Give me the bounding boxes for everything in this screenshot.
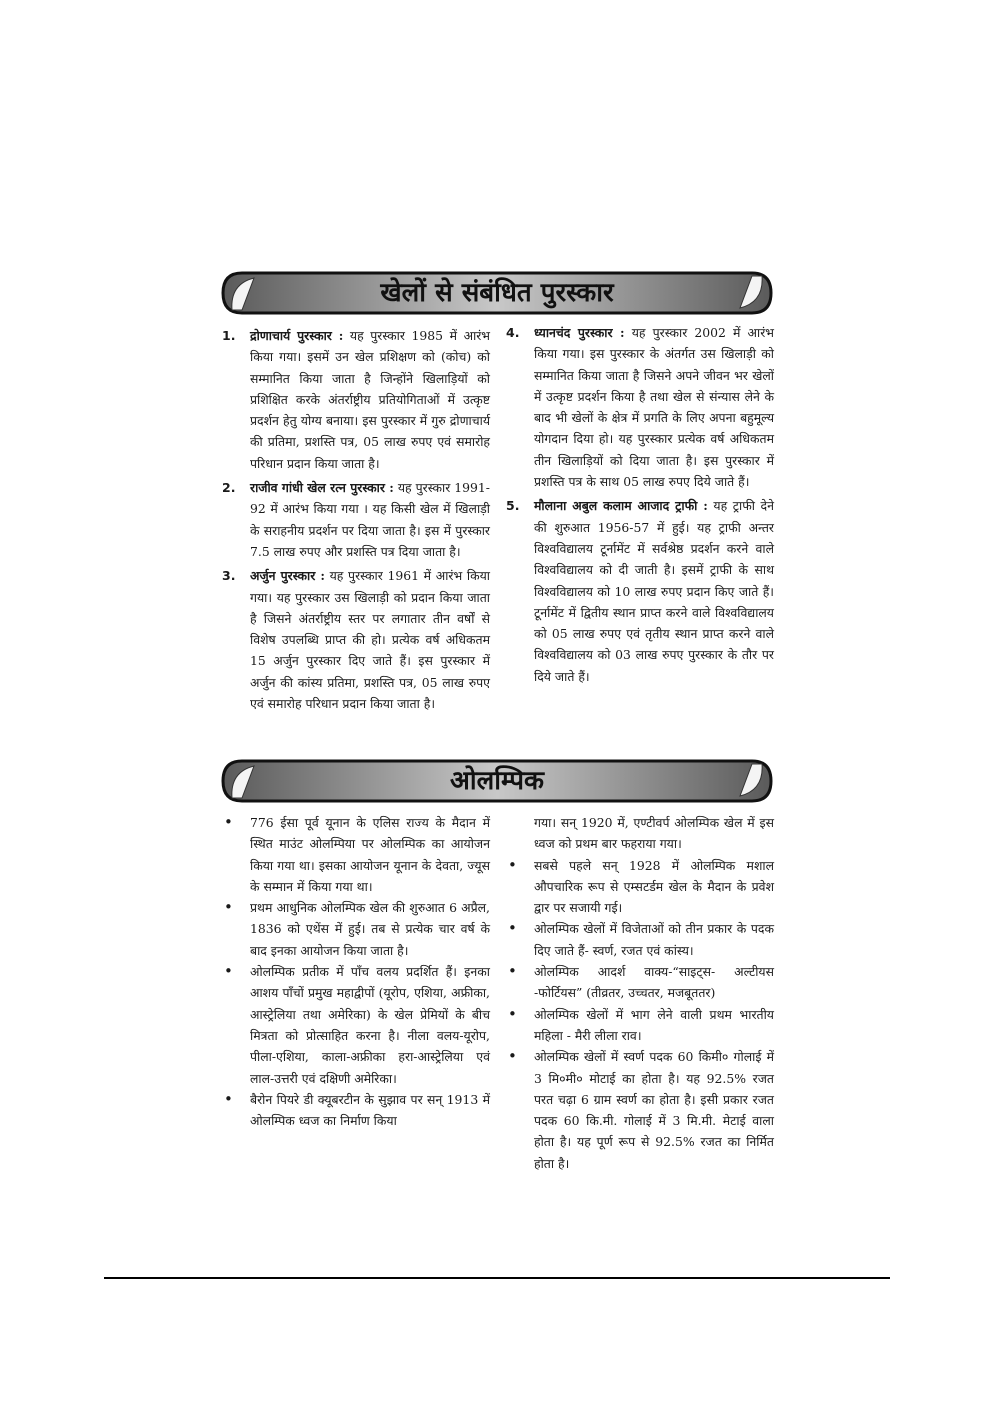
list-item-text: ओलम्पिक प्रतीक में पाँच वलय प्रदर्शित हैं। इनका आशय पाँचों प्रमुख महाद्वीपों (यूरोप, एशिया, अफ्रीका, आस्ट्रेलिया तथा अमेरिका) के खेल प्रेमियों के बीच मित्रता को प्रोत्साहित करना है। नीला वलय-यूरोप, पीला-एशिया, काला-अफ्रीका हरा-आस्ट्रेलिया एवं लाल-उत्तरी एवं दक्षिणी अमेरिका। <box>250 964 490 1086</box>
bullet-icon: • <box>224 898 233 917</box>
award-name: मौलाना अबुल कलाम आजाद ट्राफी : <box>534 498 708 514</box>
award-description: यह पुरस्कार 1991-92 में आरंभ किया गया । यह किसी खेल में खिलाड़ी के सराहनीय प्रदर्शन पर दिया जाता है। इस में पुरस्कार 7.5 लाख रुपए और प्रशस्ति पत्र दिया जाता है। <box>250 480 490 559</box>
bullet-icon: • <box>224 1089 233 1108</box>
list-item <box>506 1004 774 1047</box>
section-title: ओलम्पिक <box>450 766 544 796</box>
award-item-maka-trophy <box>506 495 774 687</box>
award-name: अर्जुन पुरस्कार : <box>250 568 325 584</box>
list-item-text: प्रथम आधुनिक ओलम्पिक खेल की शुरुआत 6 अप्रैल, 1836 को एथेंस में हुई। तब से प्रत्येक चार वर्ष के बाद इनका आयोजन किया जाता है। <box>250 900 490 958</box>
award-item-khel-ratna <box>222 477 490 562</box>
item-number: 5. <box>506 498 520 514</box>
bullet-icon: • <box>508 919 517 938</box>
list-item <box>222 1089 490 1132</box>
bullet-icon: • <box>508 1047 517 1066</box>
award-name: राजीव गांधी खेल रत्न पुरस्कार : <box>250 480 394 496</box>
list-item-continuation <box>506 812 774 855</box>
award-name: ध्यानचंद पुरस्कार : <box>534 325 625 340</box>
list-item-text: 776 ईसा पूर्व यूनान के एलिस राज्य के मैदान में स्थित माउंट ओलम्पिया पर ओलम्पिक का आयोजन किया गया था। इसका आयोजन यूनान के देवता, ज्यूस के सम्मान में किया गया था। <box>250 815 490 894</box>
award-description: यह पुरस्कार 1985 में आरंभ किया गया। इसमें उन खेल प्रशिक्षण को (कोच) को सम्मानित किया जाता है जिन्होंने खिलाड़ियों को प्रशिक्षित करके अंतर्राष्ट्रीय प्रतियोगिताओं में उत्कृष्ट प्रदर्शन हेतु योग्य बनाया। इस पुरस्कार में गुरु द्रोणाचार्य की प्रतिमा, प्रशस्ति पत्र, 05 लाख रुपए एवं समारोह परिधान प्रदान किया जाता है। <box>250 328 491 471</box>
award-description: यह पुरस्कार 1961 में आरंभ किया गया। यह पुरस्कार उस खिलाड़ी को प्रदान किया जाता है जिसने अंतर्राष्ट्रीय स्तर पर लगातार तीन वर्षों से विशेष उपलब्धि प्राप्त की हो। प्रत्येक वर्ष अधिकतम 15 अर्जुन पुरस्कार दिए जाते हैं। इस पुरस्कार में अर्जुन की कांस्य प्रतिमा, प्रशस्ति पत्र, 05 लाख रुपए एवं समारोह परिधान प्रदान किया जाता है। <box>250 568 490 712</box>
award-item-dhyanchand <box>506 322 774 492</box>
list-item <box>222 961 490 1089</box>
item-number: 4. <box>506 325 520 340</box>
list-item-text: ओलम्पिक खेलों में भाग लेने वाली प्रथम भारतीय महिला - मैरी लीला राव। <box>534 1006 774 1043</box>
section-banner-awards <box>220 270 774 316</box>
item-number: 3. <box>222 568 236 584</box>
bullet-icon: • <box>224 962 233 981</box>
item-number: 2. <box>222 480 236 496</box>
awards-left-column <box>222 325 490 717</box>
awards-right-column <box>506 322 774 690</box>
list-item <box>506 1046 774 1174</box>
award-item-arjuna <box>222 565 490 714</box>
list-item-text: गया। सन् 1920 में, एण्टीवर्प ओलम्पिक खेल में इस ध्वज को प्रथम बार फहराया गया। <box>534 815 774 852</box>
bullet-icon: • <box>224 813 233 831</box>
list-item <box>506 855 774 919</box>
olympics-left-column <box>222 812 490 1131</box>
item-number: 1. <box>222 328 236 343</box>
list-item-text: बैरोन पियरे डी क्यूबरटीन के सुझाव पर सन् 1913 में ओलम्पिक ध्वज का निर्माण किया <box>250 1091 490 1129</box>
award-description: यह पुरस्कार 2002 में आरंभ किया गया। इस पुरस्कार के अंतर्गत उस खिलाड़ी को सम्मानित किया जाता है जिसने अपने जीवन भर खेलों में उत्कृष्ट प्रदर्शन किया है तथा खेल से संन्यास लेने के बाद भी खेलों के क्षेत्र में प्रगति के लिए अपना बहुमूल्य योगदान दिया हो। यह पुरस्कार प्रत्येक वर्ष अधिकतम तीन खिलाड़ियों को दिया जाता है। इस पुरस्कार में प्रशस्ति पत्र के साथ 05 लाख रुपए दिये जाते हैं। <box>534 325 774 490</box>
olympics-right-column <box>506 812 774 1174</box>
list-item <box>222 897 490 961</box>
award-name: द्रोणाचार्य पुरस्कार : <box>250 328 344 343</box>
section-banner-olympics <box>220 758 774 804</box>
award-description: यह ट्राफी देने की शुरुआत 1956-57 में हुई। यह ट्राफी अन्तर विश्वविद्यालय टूर्नामेंट में सर्वश्रेष्ठ प्रदर्शन करने वाले विश्वविद्यालय को दी जाती है। इसमें ट्राफी के साथ विश्वविद्यालय को 10 लाख रुपए प्रदान किए जाते हैं। टूर्नामेंट में द्वितीय स्थान प्राप्त करने वाले विश्वविद्यालय को 05 लाख रुपए एवं तृतीय स्थान प्राप्त करने वाले विश्वविद्यालय को 03 लाख रुपए पुरस्कार के तौर पर दिये जाते हैं। <box>534 498 774 684</box>
list-item-text: ओलम्पिक खेलों में विजेताओं को तीन प्रकार के पदक दिए जाते हैं- स्वर्ण, रजत एवं कांस्य। <box>534 921 774 958</box>
bullet-icon: • <box>508 1004 517 1023</box>
list-item-text: सबसे पहले सन् 1928 में ओलम्पिक मशाल औपचारिक रूप से एम्सटर्डम खेल के मैदान के प्रवेश द्वार पर सजायी गई। <box>534 857 774 916</box>
footer-rule <box>104 1277 890 1279</box>
list-item <box>506 961 774 1004</box>
list-item-text: ओलम्पिक खेलों में स्वर्ण पदक 60 किमी० गोलाई में 3 मि०मी० मोटाई का होता है। यह 92.5% रजत परत चढ़ा 6 ग्राम स्वर्ण का होता है। इसी प्रकार रजत पदक 60 कि.मी. गोलाई में 3 मि.मी. मेटाई वाला होता है। यह पूर्ण रूप से 92.5% रजत का निर्मित होता है। <box>534 1049 774 1171</box>
list-item-text: ओलम्पिक आदर्श वाक्य-“साइट्स- अल्टीयस -फोर्टियस” (तीव्रतर, उच्चतर, मजबूततर) <box>534 964 774 1001</box>
bullet-icon: • <box>508 962 517 981</box>
bullet-icon: • <box>508 855 517 874</box>
list-item <box>506 918 774 961</box>
list-item <box>222 812 490 897</box>
section-title: खेलों से संबंधित पुरस्कार <box>380 278 614 308</box>
award-item-dronacharya <box>222 325 490 474</box>
